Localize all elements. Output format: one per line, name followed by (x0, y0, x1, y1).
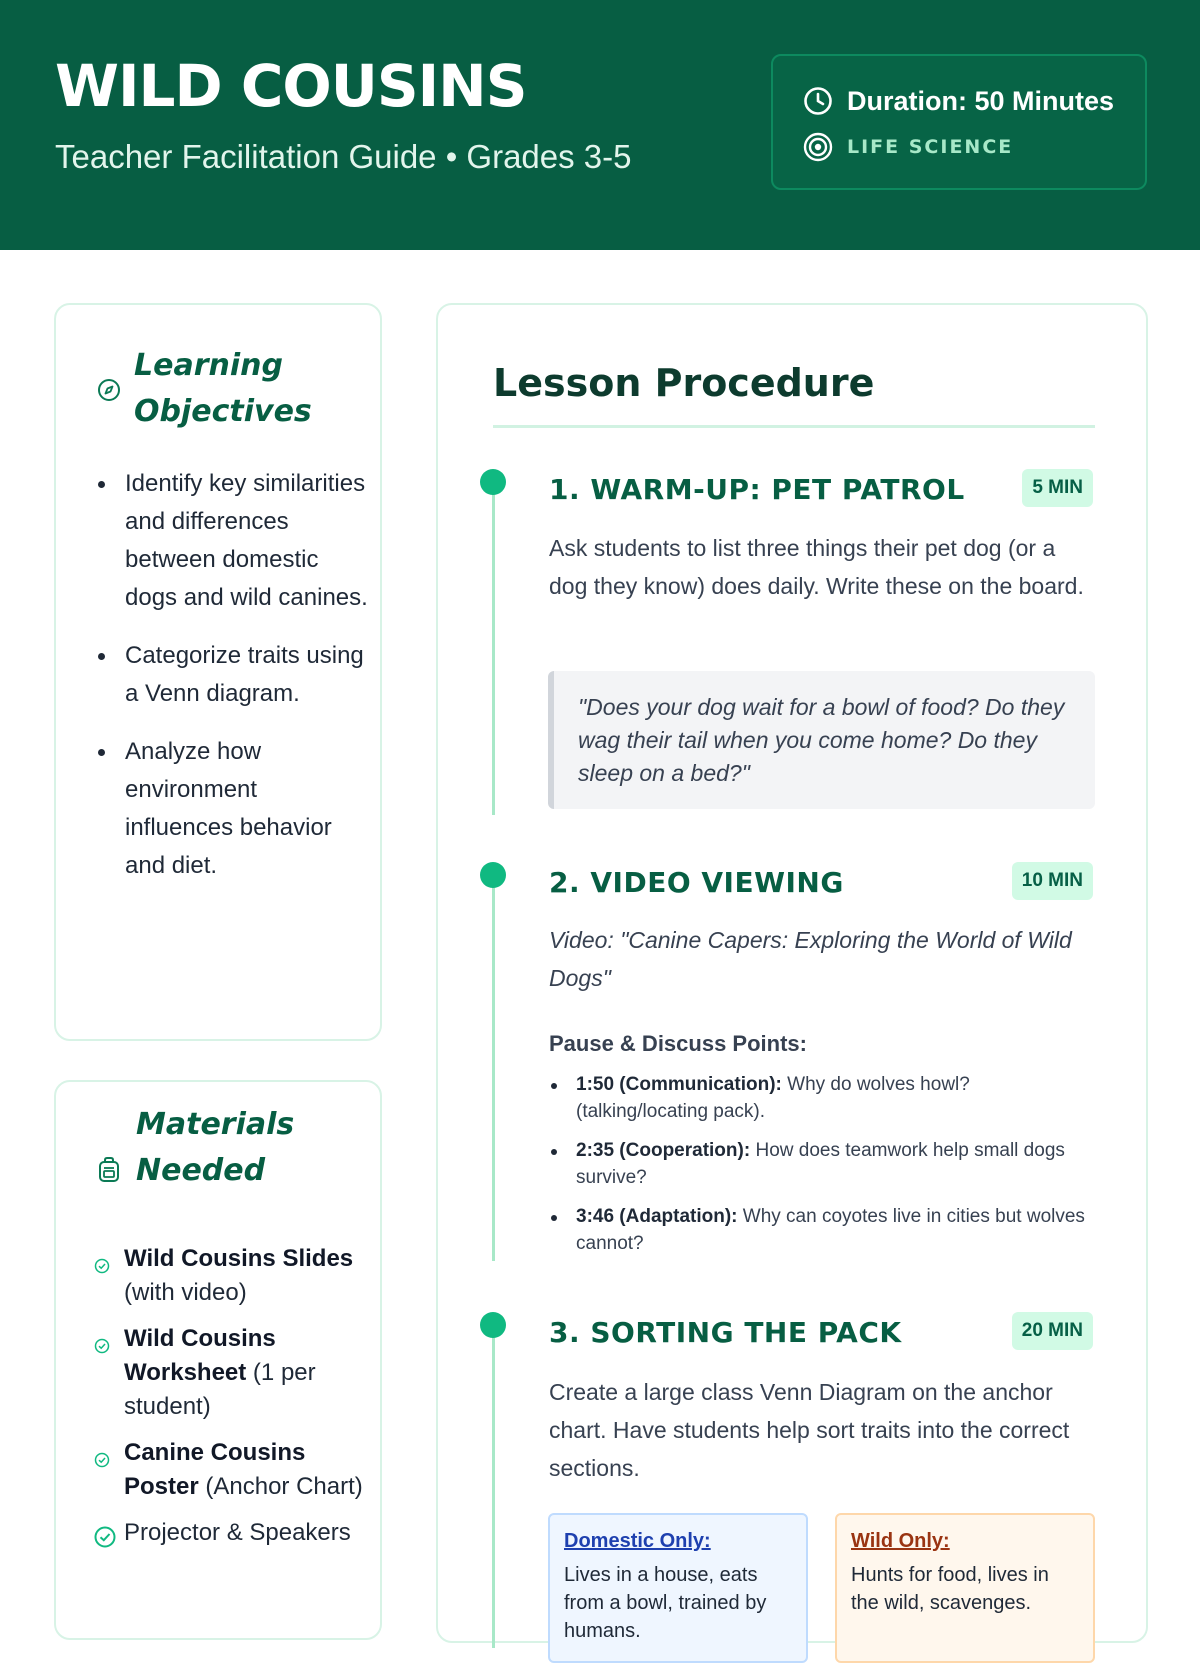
check-circle-icon (94, 1444, 110, 1478)
target-icon (801, 130, 835, 164)
wild-only-box (835, 1513, 1095, 1663)
materials-heading (136, 1102, 294, 1194)
pause-discuss-heading: Pause & Discuss Points: (549, 1031, 807, 1056)
timeline-line (492, 878, 495, 1261)
step-1-quote: "Does your dog wait for a bowl of food? Do they wag their tail when you come home? Do they sleep on a bed?" (548, 671, 1095, 809)
material-note: Projector & Speakers (124, 1519, 351, 1546)
objectives-list (98, 465, 368, 905)
subject-row (801, 130, 1013, 164)
procedure-card (436, 303, 1148, 1643)
timeline-line (492, 485, 495, 815)
step-1-text: Ask students to list three things their pet dog (or a dog they know) does daily. Write these on the board. (549, 535, 1084, 599)
list-item (94, 1516, 374, 1550)
material-note: (Anchor Chart) (198, 1473, 363, 1500)
timeline-dot (480, 469, 506, 495)
wild-only-heading: Wild Only: (851, 1530, 950, 1552)
duration-text: Duration: 50 Minutes (847, 85, 1115, 116)
objectives-card (54, 303, 382, 1041)
domestic-only-heading: Domestic Only: (564, 1530, 711, 1552)
material-note: (1 per student) (124, 1359, 316, 1420)
objectives-title-line1: Learning (134, 348, 283, 383)
divider (493, 425, 1095, 428)
point-label: 1:50 (Communication): (576, 1074, 782, 1095)
timeline-line (492, 1328, 495, 1648)
wild-only-text: Hunts for food, lives in the wild, scavenges. (851, 1564, 1049, 1614)
page-title: WILD COUSINS (55, 52, 527, 120)
clock-icon (801, 84, 835, 118)
check-circle-icon (94, 1330, 110, 1364)
list-item (549, 1203, 1095, 1257)
objectives-heading (134, 343, 312, 435)
list-item: Analyze how environment influences behavior and diet. (98, 733, 368, 885)
material-name: Wild Cousins Slides (124, 1245, 354, 1272)
step-2-video-title: Video: "Canine Capers: Exploring the World of Wild Dogs" (549, 927, 1072, 991)
page-subtitle: Teacher Facilitation Guide • Grades 3-5 (55, 138, 632, 175)
materials-title-line2: Needed (136, 1153, 266, 1188)
materials-list (94, 1242, 374, 1562)
domestic-only-box (548, 1513, 808, 1663)
procedure-title: Lesson Procedure (493, 361, 875, 405)
list-item (549, 1137, 1095, 1191)
point-label: 3:46 (Adaptation): (576, 1206, 738, 1227)
check-circle-icon (94, 1524, 116, 1558)
material-note: (with video) (124, 1279, 247, 1306)
list-item (549, 1071, 1095, 1125)
material-name: Canine Cousins Poster (124, 1439, 306, 1500)
material-name: Wild Cousins Worksheet (124, 1325, 276, 1386)
point-text: Why do wolves howl? (talking/locating pack). (576, 1074, 970, 1122)
step-3-title: 3. SORTING THE PACK (549, 1316, 902, 1349)
domestic-only-text: Lives in a house, eats from a bowl, trained by humans. (564, 1564, 767, 1642)
point-text: How does teamwork help small dogs survive? (576, 1140, 1065, 1188)
materials-title-line1: Materials (136, 1107, 295, 1142)
pause-points-list (549, 1071, 1095, 1269)
step-2-time-badge: 10 MIN (1012, 862, 1093, 900)
step-1-title: 1. WARM-UP: PET PATROL (549, 473, 965, 506)
step-1-time-badge: 5 MIN (1022, 469, 1093, 507)
timeline-dot (480, 862, 506, 888)
step-2-title: 2. VIDEO VIEWING (549, 866, 844, 899)
point-label: 2:35 (Cooperation): (576, 1140, 751, 1161)
timeline-dot (480, 1312, 506, 1338)
objectives-title-line2: Objectives (134, 394, 312, 429)
compass-icon (97, 378, 121, 406)
step-3-time-badge: 20 MIN (1012, 1312, 1093, 1350)
step-3-text: Create a large class Venn Diagram on the anchor chart. Have students help sort traits into the correct sections. (549, 1379, 1070, 1481)
materials-card (54, 1080, 382, 1640)
page-header (0, 0, 1200, 250)
list-item: Categorize traits using a Venn diagram. (98, 637, 368, 713)
list-item (94, 1242, 374, 1310)
point-text: Why can coyotes live in cities but wolves cannot? (576, 1206, 1085, 1254)
check-circle-icon (94, 1250, 110, 1284)
duration-row (801, 84, 1114, 118)
list-item: Identify key similarities and differences between domestic dogs and wild canines. (98, 465, 368, 617)
list-item (94, 1436, 374, 1504)
subject-text: LIFE SCIENCE (847, 136, 1014, 158)
list-item (94, 1322, 374, 1424)
backpack-icon (98, 1157, 120, 1187)
lesson-meta-box (771, 54, 1147, 190)
